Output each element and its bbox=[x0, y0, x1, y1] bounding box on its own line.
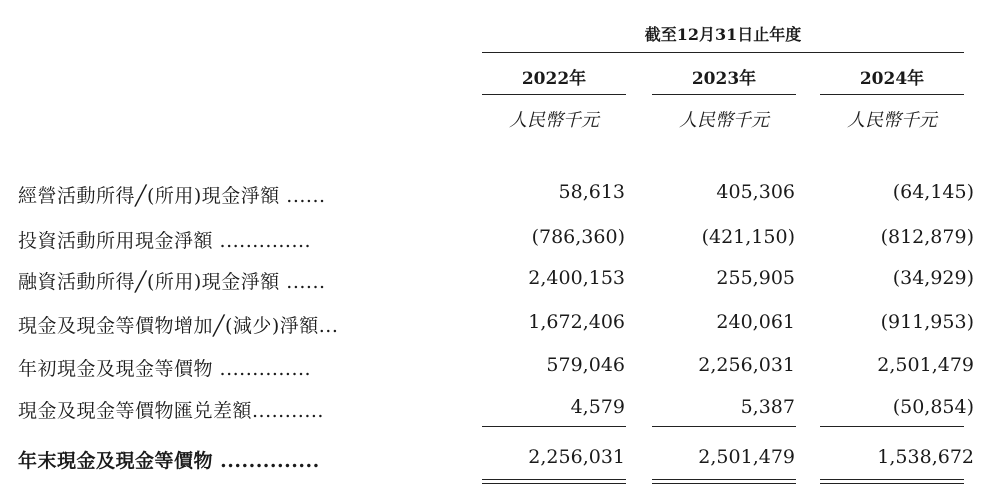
cell-closing-2022: 2,256,031 bbox=[528, 446, 625, 468]
cell-fx-2022: 4,579 bbox=[570, 396, 625, 418]
row-label-fx-difference: 現金及現金等價物匯兑差額........... bbox=[18, 400, 324, 422]
subtotal-rule-2024 bbox=[820, 426, 964, 427]
cell-net-change-2023: 240,061 bbox=[716, 311, 795, 333]
cell-fx-2023: 5,387 bbox=[740, 396, 795, 418]
cell-operating-2022: 58,613 bbox=[558, 181, 625, 203]
year-rule-2023 bbox=[652, 94, 796, 95]
cell-operating-2023: 405,306 bbox=[716, 181, 795, 203]
subtotal-rule-2023 bbox=[652, 426, 796, 427]
year-header-2024: 2024年 bbox=[859, 69, 925, 89]
total-double-rule-bottom-2022 bbox=[482, 483, 626, 484]
cell-investing-2023: (421,150) bbox=[701, 226, 795, 248]
total-double-rule-top-2023 bbox=[652, 479, 796, 480]
year-rule-2022 bbox=[482, 94, 626, 95]
cell-operating-2024: (64,145) bbox=[892, 181, 974, 203]
total-double-rule-top-2022 bbox=[482, 479, 626, 480]
cell-net-change-2024: (911,953) bbox=[880, 311, 974, 333]
cell-net-change-2022: 1,672,406 bbox=[528, 311, 625, 333]
total-double-rule-top-2024 bbox=[820, 479, 964, 480]
total-double-rule-bottom-2024 bbox=[820, 483, 964, 484]
row-label-closing-balance: 年末現金及現金等價物 .............. bbox=[18, 450, 320, 472]
row-label-financing: 融資活動所得╱(所用)現金淨額 ...... bbox=[18, 271, 326, 293]
row-label-net-change: 現金及現金等價物增加╱(減少)淨額... bbox=[18, 315, 339, 337]
total-double-rule-bottom-2023 bbox=[652, 483, 796, 484]
cell-investing-2024: (812,879) bbox=[880, 226, 974, 248]
cell-closing-2024: 1,538,672 bbox=[877, 446, 974, 468]
period-rule bbox=[482, 52, 964, 53]
row-label-operating: 經營活動所得╱(所用)現金淨額 ...... bbox=[18, 185, 326, 207]
year-header-2023: 2023年 bbox=[691, 69, 757, 89]
row-label-investing: 投資活動所用現金淨額 .............. bbox=[18, 230, 312, 252]
cell-financing-2024: (34,929) bbox=[892, 267, 974, 289]
unit-label-2022: 人民幣千元 bbox=[509, 110, 599, 131]
cell-fx-2024: (50,854) bbox=[892, 396, 974, 418]
year-rule-2024 bbox=[820, 94, 964, 95]
cell-financing-2022: 2,400,153 bbox=[528, 267, 625, 289]
row-label-opening-balance: 年初現金及現金等價物 .............. bbox=[18, 358, 312, 380]
year-header-2022: 2022年 bbox=[521, 69, 587, 89]
cell-closing-2023: 2,501,479 bbox=[698, 446, 795, 468]
unit-label-2024: 人民幣千元 bbox=[847, 110, 937, 131]
unit-label-2023: 人民幣千元 bbox=[679, 110, 769, 131]
cell-financing-2023: 255,905 bbox=[716, 267, 795, 289]
cell-investing-2022: (786,360) bbox=[531, 226, 625, 248]
cell-opening-2024: 2,501,479 bbox=[877, 354, 974, 376]
period-title: 截至12月31日止年度 bbox=[644, 25, 802, 44]
cell-opening-2022: 579,046 bbox=[546, 354, 625, 376]
cell-opening-2023: 2,256,031 bbox=[698, 354, 795, 376]
subtotal-rule-2022 bbox=[482, 426, 626, 427]
